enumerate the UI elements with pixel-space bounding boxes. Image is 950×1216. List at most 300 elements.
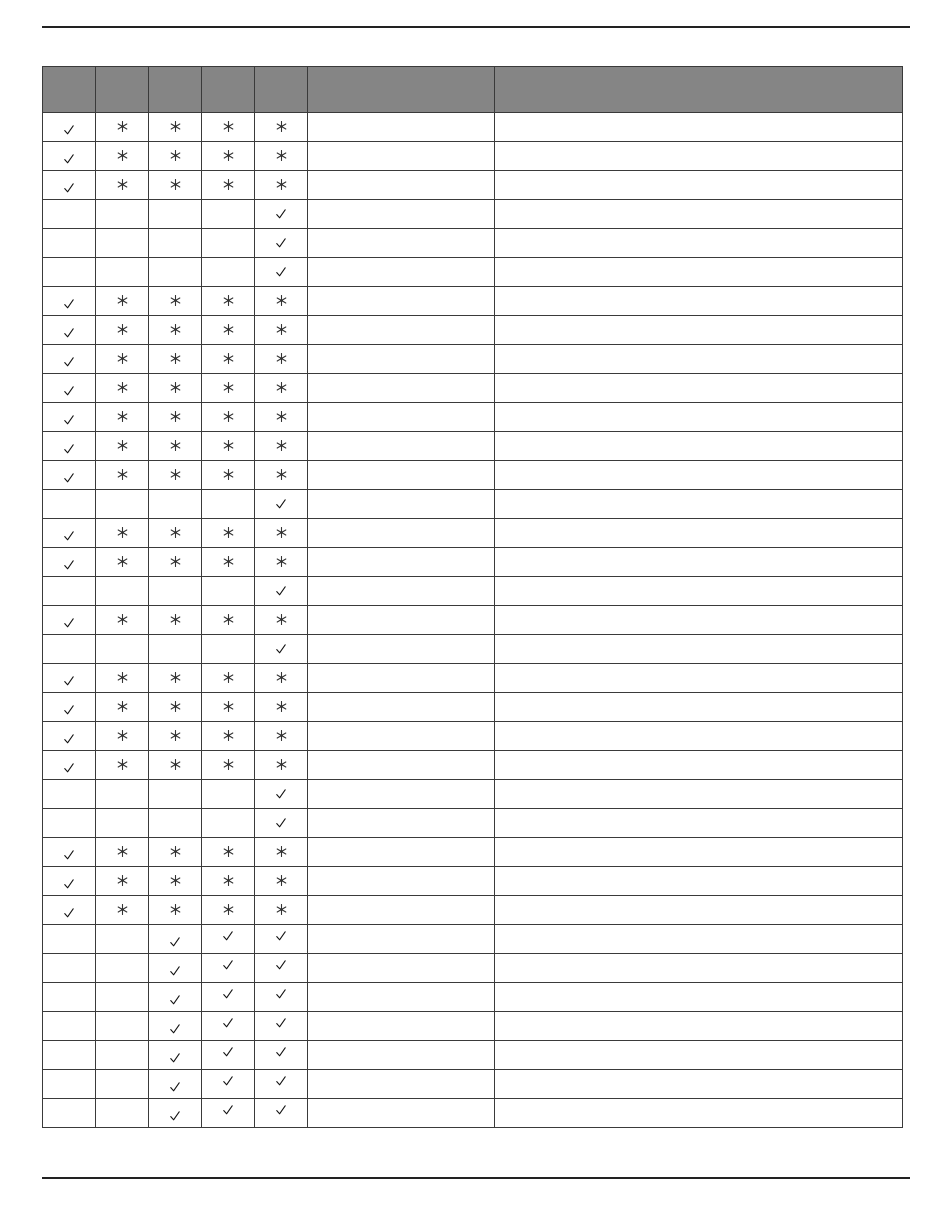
table-cell xyxy=(149,1012,202,1041)
check-icon xyxy=(276,960,286,970)
table-row xyxy=(43,548,903,577)
asterisk-icon xyxy=(223,846,234,857)
table-cell xyxy=(43,345,96,374)
table-cell xyxy=(43,113,96,142)
table-cell xyxy=(495,693,903,722)
table-cell xyxy=(96,403,149,432)
table-row xyxy=(43,229,903,258)
table-cell xyxy=(495,1012,903,1041)
asterisk-icon xyxy=(276,846,287,857)
check-icon xyxy=(170,1053,180,1063)
asterisk-icon xyxy=(170,846,181,857)
table-cell xyxy=(43,229,96,258)
asterisk-icon xyxy=(223,150,234,161)
check-icon xyxy=(276,499,286,509)
table-cell xyxy=(149,258,202,287)
table-cell xyxy=(308,1070,495,1099)
table-cell xyxy=(43,142,96,171)
check-icon xyxy=(276,1047,286,1057)
table-cell xyxy=(308,983,495,1012)
table-cell xyxy=(495,403,903,432)
check-icon xyxy=(64,560,74,570)
table-cell xyxy=(96,780,149,809)
asterisk-icon xyxy=(117,295,128,306)
table-cell xyxy=(43,200,96,229)
table-cell xyxy=(96,896,149,925)
table-cell xyxy=(255,1041,308,1070)
asterisk-icon xyxy=(276,324,287,335)
table-cell xyxy=(43,751,96,780)
table-cell xyxy=(255,693,308,722)
table-row xyxy=(43,722,903,751)
table-cell xyxy=(43,983,96,1012)
table-cell xyxy=(255,200,308,229)
table-cell xyxy=(96,838,149,867)
check-icon xyxy=(64,299,74,309)
table-cell xyxy=(308,1099,495,1128)
table-cell xyxy=(43,1012,96,1041)
asterisk-icon xyxy=(170,672,181,683)
table-cell xyxy=(255,867,308,896)
check-icon xyxy=(170,995,180,1005)
table-cell xyxy=(96,113,149,142)
table-cell xyxy=(255,316,308,345)
check-icon xyxy=(223,960,233,970)
table-cell xyxy=(255,548,308,577)
table-row xyxy=(43,113,903,142)
table-cell xyxy=(495,316,903,345)
table-row xyxy=(43,142,903,171)
table-cell xyxy=(96,374,149,403)
table-cell xyxy=(495,780,903,809)
table-cell xyxy=(43,490,96,519)
table-cell xyxy=(202,925,255,954)
table-row xyxy=(43,867,903,896)
check-icon xyxy=(276,931,286,941)
table-cell xyxy=(149,432,202,461)
table-cell xyxy=(495,867,903,896)
asterisk-icon xyxy=(276,614,287,625)
table-cell xyxy=(149,374,202,403)
asterisk-icon xyxy=(223,382,234,393)
table-cell xyxy=(149,896,202,925)
asterisk-icon xyxy=(117,179,128,190)
table-cell xyxy=(255,171,308,200)
asterisk-icon xyxy=(223,324,234,335)
table-cell xyxy=(308,635,495,664)
table-cell xyxy=(96,1099,149,1128)
asterisk-icon xyxy=(170,875,181,886)
table-cell xyxy=(495,606,903,635)
table-cell xyxy=(308,722,495,751)
check-icon xyxy=(64,908,74,918)
check-icon xyxy=(223,989,233,999)
asterisk-icon xyxy=(223,730,234,741)
check-icon xyxy=(64,125,74,135)
table-cell xyxy=(96,345,149,374)
table-cell xyxy=(43,925,96,954)
asterisk-icon xyxy=(170,179,181,190)
table-cell xyxy=(202,809,255,838)
table-cell xyxy=(255,896,308,925)
asterisk-icon xyxy=(117,440,128,451)
check-icon xyxy=(64,415,74,425)
table-cell xyxy=(96,606,149,635)
table-cell xyxy=(43,287,96,316)
table-cell xyxy=(495,751,903,780)
table-row xyxy=(43,374,903,403)
feature-matrix-table xyxy=(42,66,903,1128)
table-cell xyxy=(308,142,495,171)
asterisk-icon xyxy=(170,730,181,741)
table-cell xyxy=(149,1099,202,1128)
check-icon xyxy=(223,1076,233,1086)
table-cell xyxy=(96,142,149,171)
table-cell xyxy=(255,432,308,461)
table-cell xyxy=(495,664,903,693)
check-icon xyxy=(64,676,74,686)
table-cell xyxy=(202,751,255,780)
table-cell xyxy=(255,113,308,142)
table-cell xyxy=(149,519,202,548)
table-cell xyxy=(149,722,202,751)
asterisk-icon xyxy=(223,353,234,364)
table-cell xyxy=(43,1041,96,1070)
asterisk-icon xyxy=(276,469,287,480)
table-cell xyxy=(202,1099,255,1128)
table-cell xyxy=(96,635,149,664)
asterisk-icon xyxy=(170,469,181,480)
table-row xyxy=(43,809,903,838)
table-cell xyxy=(149,693,202,722)
table-cell xyxy=(308,519,495,548)
table-cell xyxy=(255,374,308,403)
table-cell xyxy=(96,664,149,693)
asterisk-icon xyxy=(117,875,128,886)
table-cell xyxy=(149,925,202,954)
table-cell xyxy=(495,519,903,548)
table-cell xyxy=(149,316,202,345)
asterisk-icon xyxy=(170,556,181,567)
table-cell xyxy=(149,606,202,635)
table-cell xyxy=(308,606,495,635)
table-cell xyxy=(308,780,495,809)
table-cell xyxy=(43,461,96,490)
table-cell xyxy=(96,867,149,896)
table-row xyxy=(43,345,903,374)
table-cell xyxy=(202,142,255,171)
table-cell xyxy=(43,374,96,403)
check-icon xyxy=(170,1024,180,1034)
table-row xyxy=(43,287,903,316)
table-row xyxy=(43,200,903,229)
table-cell xyxy=(202,403,255,432)
table-row xyxy=(43,258,903,287)
asterisk-icon xyxy=(170,759,181,770)
table-cell xyxy=(255,838,308,867)
table-cell xyxy=(149,113,202,142)
table-row xyxy=(43,461,903,490)
table-cell xyxy=(495,432,903,461)
table-row xyxy=(43,316,903,345)
table-cell xyxy=(202,954,255,983)
table-cell xyxy=(255,606,308,635)
asterisk-icon xyxy=(223,440,234,451)
header-cell-6 xyxy=(308,67,495,113)
asterisk-icon xyxy=(223,121,234,132)
asterisk-icon xyxy=(276,179,287,190)
table-cell xyxy=(149,1070,202,1099)
check-icon xyxy=(223,1047,233,1057)
check-icon xyxy=(64,444,74,454)
table-cell xyxy=(149,635,202,664)
table-cell xyxy=(495,258,903,287)
table-cell xyxy=(96,229,149,258)
table-cell xyxy=(149,1041,202,1070)
table-cell xyxy=(43,1099,96,1128)
table-cell xyxy=(43,403,96,432)
table-cell xyxy=(202,113,255,142)
asterisk-icon xyxy=(117,382,128,393)
table-cell xyxy=(149,577,202,606)
check-icon xyxy=(276,989,286,999)
check-icon xyxy=(64,618,74,628)
table-cell xyxy=(149,229,202,258)
table-cell xyxy=(96,1070,149,1099)
table-cell xyxy=(96,693,149,722)
asterisk-icon xyxy=(117,846,128,857)
table-cell xyxy=(255,751,308,780)
table-cell xyxy=(43,258,96,287)
asterisk-icon xyxy=(117,150,128,161)
table-cell xyxy=(495,229,903,258)
check-icon xyxy=(64,734,74,744)
header-rule xyxy=(42,26,910,28)
asterisk-icon xyxy=(223,295,234,306)
table-cell xyxy=(308,1041,495,1070)
check-icon xyxy=(276,1105,286,1115)
table-cell xyxy=(149,751,202,780)
table-cell xyxy=(43,606,96,635)
table-cell xyxy=(308,896,495,925)
asterisk-icon xyxy=(276,295,287,306)
table-row xyxy=(43,838,903,867)
check-icon xyxy=(276,209,286,219)
asterisk-icon xyxy=(170,382,181,393)
table-cell xyxy=(43,896,96,925)
asterisk-icon xyxy=(117,759,128,770)
asterisk-icon xyxy=(276,904,287,915)
asterisk-icon xyxy=(170,324,181,335)
table-cell xyxy=(149,838,202,867)
table-cell xyxy=(255,490,308,519)
table-cell xyxy=(202,838,255,867)
table-row xyxy=(43,490,903,519)
table-cell xyxy=(202,664,255,693)
table-cell xyxy=(495,345,903,374)
asterisk-icon xyxy=(170,121,181,132)
asterisk-icon xyxy=(223,672,234,683)
check-icon xyxy=(64,763,74,773)
asterisk-icon xyxy=(223,556,234,567)
table-cell xyxy=(495,171,903,200)
table-cell xyxy=(308,490,495,519)
table-row xyxy=(43,1070,903,1099)
table-cell xyxy=(308,432,495,461)
table-cell xyxy=(255,809,308,838)
table-cell xyxy=(96,1012,149,1041)
table-cell xyxy=(43,693,96,722)
check-icon xyxy=(276,1076,286,1086)
check-icon xyxy=(276,586,286,596)
table-cell xyxy=(495,1041,903,1070)
asterisk-icon xyxy=(117,469,128,480)
table-cell xyxy=(308,867,495,896)
asterisk-icon xyxy=(223,411,234,422)
table-cell xyxy=(96,432,149,461)
table-cell xyxy=(308,664,495,693)
check-icon xyxy=(64,531,74,541)
asterisk-icon xyxy=(117,411,128,422)
check-icon xyxy=(276,267,286,277)
table-cell xyxy=(255,461,308,490)
table-cell xyxy=(495,838,903,867)
asterisk-icon xyxy=(276,701,287,712)
check-icon xyxy=(170,937,180,947)
table-cell xyxy=(495,200,903,229)
table-cell xyxy=(43,722,96,751)
table-cell xyxy=(96,925,149,954)
table-cell xyxy=(308,229,495,258)
table-cell xyxy=(308,751,495,780)
asterisk-icon xyxy=(276,556,287,567)
table-cell xyxy=(96,200,149,229)
table-cell xyxy=(96,490,149,519)
check-icon xyxy=(276,644,286,654)
table-cell xyxy=(255,519,308,548)
asterisk-icon xyxy=(223,701,234,712)
table-cell xyxy=(202,200,255,229)
table-row xyxy=(43,519,903,548)
header-cell-7 xyxy=(495,67,903,113)
table-cell xyxy=(202,519,255,548)
table-cell xyxy=(202,722,255,751)
asterisk-icon xyxy=(117,730,128,741)
table-cell xyxy=(96,461,149,490)
asterisk-icon xyxy=(223,904,234,915)
check-icon xyxy=(64,473,74,483)
table-cell xyxy=(495,548,903,577)
table-cell xyxy=(149,809,202,838)
asterisk-icon xyxy=(170,440,181,451)
table-row xyxy=(43,983,903,1012)
asterisk-icon xyxy=(117,701,128,712)
asterisk-icon xyxy=(276,527,287,538)
table-cell xyxy=(202,577,255,606)
table-cell xyxy=(202,345,255,374)
table-cell xyxy=(149,171,202,200)
table-cell xyxy=(202,258,255,287)
asterisk-icon xyxy=(276,730,287,741)
check-icon xyxy=(223,1105,233,1115)
asterisk-icon xyxy=(117,614,128,625)
table-cell xyxy=(255,345,308,374)
asterisk-icon xyxy=(223,179,234,190)
table-cell xyxy=(202,229,255,258)
table-cell xyxy=(149,200,202,229)
check-icon xyxy=(276,238,286,248)
check-icon xyxy=(64,328,74,338)
table-cell xyxy=(308,403,495,432)
asterisk-icon xyxy=(117,527,128,538)
table-cell xyxy=(202,1012,255,1041)
table-row xyxy=(43,171,903,200)
table-cell xyxy=(43,664,96,693)
table-cell xyxy=(149,287,202,316)
table-cell xyxy=(308,925,495,954)
table-cell xyxy=(255,925,308,954)
table-cell xyxy=(308,1012,495,1041)
table-cell xyxy=(202,374,255,403)
table-cell xyxy=(149,490,202,519)
check-icon xyxy=(64,386,74,396)
check-icon xyxy=(276,818,286,828)
table-cell xyxy=(202,287,255,316)
asterisk-icon xyxy=(276,382,287,393)
table-cell xyxy=(149,548,202,577)
header-cell-4 xyxy=(202,67,255,113)
table-cell xyxy=(495,461,903,490)
table-cell xyxy=(308,548,495,577)
table-row xyxy=(43,751,903,780)
table-cell xyxy=(495,896,903,925)
table-cell xyxy=(495,490,903,519)
table-cell xyxy=(96,809,149,838)
table-cell xyxy=(255,577,308,606)
table-cell xyxy=(96,258,149,287)
table-cell xyxy=(255,780,308,809)
table-cell xyxy=(202,548,255,577)
table-cell xyxy=(202,1070,255,1099)
table-cell xyxy=(255,1099,308,1128)
table-cell xyxy=(255,258,308,287)
check-icon xyxy=(223,931,233,941)
header-cell-5 xyxy=(255,67,308,113)
table-cell xyxy=(43,867,96,896)
check-icon xyxy=(170,966,180,976)
asterisk-icon xyxy=(223,527,234,538)
asterisk-icon xyxy=(223,759,234,770)
table-cell xyxy=(495,577,903,606)
table-cell xyxy=(308,374,495,403)
table-cell xyxy=(255,229,308,258)
table-cell xyxy=(202,983,255,1012)
check-icon xyxy=(170,1082,180,1092)
check-icon xyxy=(64,705,74,715)
table-cell xyxy=(308,838,495,867)
table-cell xyxy=(149,403,202,432)
table-cell xyxy=(96,316,149,345)
asterisk-icon xyxy=(170,614,181,625)
table-cell xyxy=(96,722,149,751)
table-cell xyxy=(308,954,495,983)
asterisk-icon xyxy=(117,324,128,335)
table-cell xyxy=(43,316,96,345)
table-cell xyxy=(43,519,96,548)
table-row xyxy=(43,664,903,693)
asterisk-icon xyxy=(170,353,181,364)
table-cell xyxy=(495,287,903,316)
